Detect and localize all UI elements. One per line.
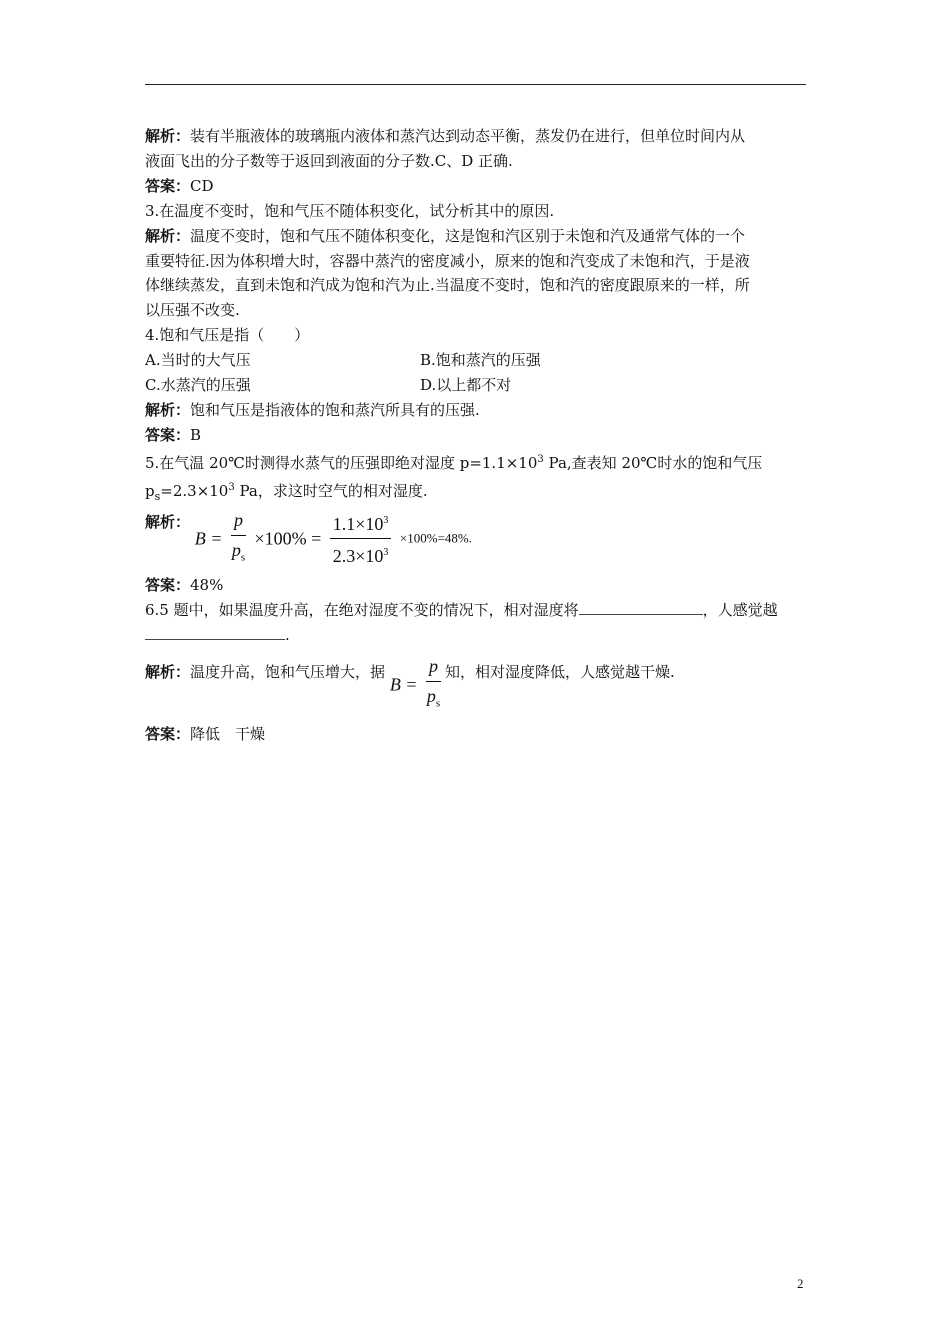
answer-label: 答案： xyxy=(145,576,191,594)
q6-answer xyxy=(145,722,807,747)
page-number: 2 xyxy=(797,1276,804,1291)
analysis-label: 解析： xyxy=(145,227,191,245)
header-rule xyxy=(145,84,806,85)
answer-value: 降低 干燥 xyxy=(190,725,266,743)
answer-label: 答案： xyxy=(145,177,191,195)
q6-formula: B = $\frac{p}{p_s}$ xyxy=(390,654,445,716)
fraction-values: $\frac{1.1\times 10^3}{2.3\times 10^3}$ xyxy=(330,509,392,569)
q4-answer xyxy=(145,423,807,448)
answer-value: B xyxy=(190,426,202,444)
q4-option-d: D.以上都不对 xyxy=(420,376,512,394)
q5-answer xyxy=(145,573,807,598)
fraction-p-over-ps: $\frac{p}{p_s}$ xyxy=(231,510,246,564)
q4-option-b: B.饱和蒸汽的压强 xyxy=(420,351,541,369)
q3-analysis: 解析：温度不变时，饱和气压不随体积变化，这是饱和汽区别于未饱和汽及通常气体的一个 重要特征.因为体积增大时，容器中蒸汽的密度减小，原来的饱和汽变成了未饱和汽，于是液 体继续蒸发，直到未饱和汽成为饱和汽为止.当温度不变时，饱和汽的密度跟原来的一样，所 以压强不改变. xyxy=(145,227,750,319)
q2-analysis: 解析：装有半瓶液体的玻璃瓶内液体和蒸汽达到动态平衡，蒸发仍在进行，但单位时间内从 液面飞出的分子数等于返回到液面的分子数.C、D 正确. xyxy=(145,127,746,170)
q4-analysis: 解析：饱和气压是指液体的饱和蒸汽所具有的压强. xyxy=(145,401,480,419)
analysis-label: 解析： xyxy=(145,663,191,681)
fill-blank-1[interactable] xyxy=(579,598,703,615)
q4-option-c: C.水蒸汽的压强 xyxy=(145,376,251,394)
fraction-p-over-ps: $\frac{p}{p_s}$ xyxy=(426,656,441,710)
q5-question: 5.在气温 20℃时测得水蒸气的压强即绝对湿度 $p=1.1\times 10^3$ Pa,查表知 20℃时水的饱和气压 $p_s=2.3\times 10^3$ Pa，求这时空气的相对湿度. xyxy=(145,454,763,503)
answer-label: 答案： xyxy=(145,426,191,444)
q4-question: 4.饱和气压是指（ ） xyxy=(145,326,310,344)
q5-analysis xyxy=(145,508,807,570)
q5-formula: B = $\frac{p}{p_s}$ ×100% = $\frac{1.1\times 10^3}{2.3\times 10^3}$ ×100%=48%. xyxy=(195,508,472,570)
answer-value: CD xyxy=(190,177,214,195)
q6-question: 6.5 题中，如果温度升高，在绝对湿度不变的情况下，相对湿度将 ，人感觉越 . xyxy=(145,598,807,647)
answer-value: 48% xyxy=(190,576,224,594)
q2-answer xyxy=(145,174,807,199)
q6-analysis: 解析：温度升高，饱和气压增大，据 B = $\frac{p}{p_s}$ 知，相对湿度降低，人感觉越干燥. xyxy=(145,660,807,722)
answer-label: 答案： xyxy=(145,725,191,743)
analysis-label: 解析： xyxy=(145,513,191,531)
analysis-label: 解析： xyxy=(145,127,191,145)
analysis-label: 解析： xyxy=(145,401,191,419)
q3-question: 3.在温度不变时，饱和气压不随体积变化，试分析其中的原因. xyxy=(145,202,555,220)
fill-blank-2[interactable] xyxy=(145,623,285,640)
q4-option-a: A.当时的大气压 xyxy=(145,351,251,369)
